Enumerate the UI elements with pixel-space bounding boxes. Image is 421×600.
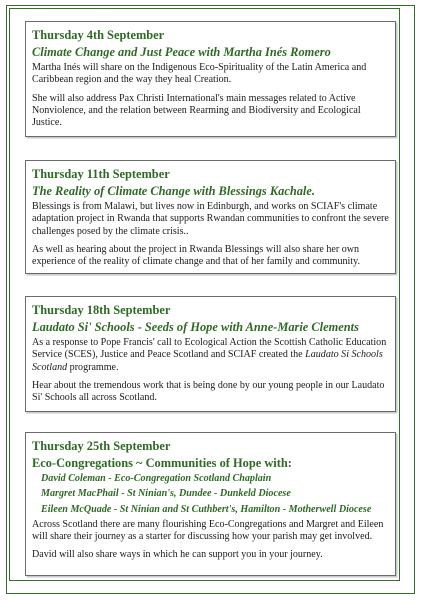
event-title: The Reality of Climate Change with Blessings Kachale.	[32, 184, 315, 198]
speaker-item: Eileen McQuade - St Ninian and St Cuthbert's, Hamilton - Motherwell Diocese	[41, 503, 372, 515]
event-date: Thursday 4th September	[32, 28, 165, 42]
event-card-11th-september	[25, 160, 396, 274]
event-description: As well as hearing about the project in Rwanda Blessings will also share her own experience of the reality of climate change and that of her family and community.	[32, 243, 360, 268]
event-date: Thursday 25th September	[32, 439, 171, 453]
speaker-item: Margret MacPhail - St Ninian's, Dundee - Dunkeld Diocese	[41, 488, 291, 500]
event-description: Blessings is from Malawi, but lives now in Edinburgh, and works on SCIAF's climate adaptation project in Rwanda that supports Rwandan communities to confront the severe challenges posed by the climate crisis..	[32, 201, 389, 237]
event-description: She will also address Pax Christi International's main messages related to Active Nonviolence, and the relation between Rearming and Biodiversity and Ecological Justice.	[32, 92, 361, 129]
event-card-25th-september	[25, 432, 396, 576]
programme-name: Laudato Si Schools Scotland	[32, 349, 383, 373]
speaker-item: David Coleman - Eco-Congregation Scotland Chaplain	[41, 473, 272, 484]
description-text: As a response to Pope Francis' call to Ecological Action the Scottish Catholic Education Service (SCES), Justice and Peace Scotland and SCIAF created the	[32, 337, 387, 361]
speaker-list	[32, 473, 389, 516]
event-description: Martha Inés will share on the Indigenous Eco-Spirituality of the Latin America and Caribbean region and the way they heal Creation.	[32, 62, 367, 86]
description-text-end: programme.	[67, 361, 119, 373]
event-description	[32, 337, 389, 374]
event-card-4th-september	[25, 21, 396, 137]
event-title: Eco-Congregations ~ Communities of Hope with:	[32, 456, 292, 470]
event-card-18th-september	[25, 296, 396, 412]
event-title: Laudato Si' Schools - Seeds of Hope with Anne-Marie Clements	[32, 320, 359, 334]
event-title: Climate Change and Just Peace with Martha Inés Romero	[32, 45, 331, 59]
event-date: Thursday 18th September	[32, 303, 171, 317]
event-description: Across Scotland there are many flourishing Eco-Congregations and Margret and Eileen will share their journey as a starter for discussing how your parish may get involved.	[32, 518, 384, 543]
event-description: David will also share ways in which he can support you in your journey.	[32, 549, 323, 561]
event-date: Thursday 11th September	[32, 167, 170, 181]
event-description: Hear about the tremendous work that is being done by our young people in our Laudato Si' Schools all across Scotland.	[32, 379, 385, 404]
